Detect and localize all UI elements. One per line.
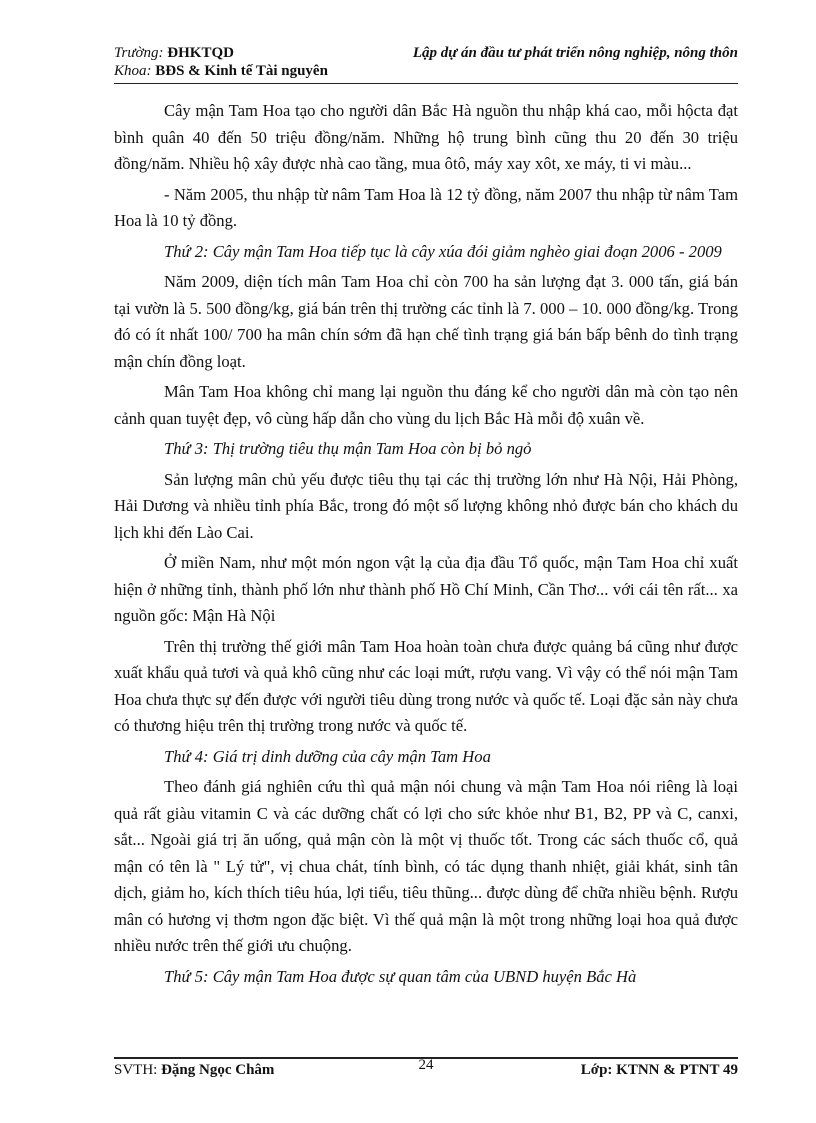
- section-heading: Thứ 5: Cây mận Tam Hoa được sự quan tâm của UBND huyện Bắc Hà: [164, 966, 637, 986]
- faculty-label: Khoa:: [114, 63, 152, 79]
- header-divider: [114, 83, 738, 84]
- paragraph: Mân Tam Hoa không chỉ mang lại nguồn thu đáng kể cho người dân mà còn tạo nên cảnh quan tuyệt đẹp, vô cùng hấp dẫn cho vùng du lịch Bắc Hà mỗi độ xuân về.: [114, 382, 738, 428]
- section-heading: Thứ 4: Giá trị dinh dưỡng của cây mận Tam Hoa: [164, 746, 491, 766]
- paragraph: Năm 2009, diện tích mân Tam Hoa chỉ còn 700 ha sản lượng đạt 3. 000 tấn, giá bán tại vườn là 5. 500 đồng/kg, giá bán trên thị trường các tỉnh là 7. 000 – 10. 000 đồng/kg. Trong đó có ít nhất 100/ 700 ha mân chín sớm đã hạn chế tình trạng giá bán bấp bênh do tình trạng mận chín đồng loạt.: [114, 272, 738, 371]
- project-title: Lập dự án đầu tư phát triển nông nghiệp, nông thôn: [412, 45, 738, 61]
- page-number: 24: [418, 1057, 434, 1073]
- paragraph: Trên thị trường thế giới mân Tam Hoa hoàn toàn chưa được quảng bá cũng như được xuất khẩu quả tươi và quả khô cũng như các loại mứt, rượu vang. Vì vậy có thể nói mận Tam Hoa chưa thực sự đến được với người tiêu dùng trong nước và quốc tế. Loại đặc sản này chưa có thương hiệu trên thị trường trong nước và quốc tế.: [114, 636, 738, 735]
- student-label: SVTH:: [114, 1062, 158, 1078]
- student-name: Đặng Ngọc Châm: [161, 1062, 275, 1078]
- class-label: Lớp: KTNN & PTNT 49: [580, 1062, 738, 1078]
- school-label: Trường:: [114, 45, 164, 61]
- section-heading: Thứ 2: Cây mận Tam Hoa tiếp tục là cây xúa đói giảm nghèo giai đoạn 2006 - 2009: [164, 241, 722, 261]
- faculty-line: [114, 62, 328, 80]
- school-name: ĐHKTQD: [167, 45, 234, 61]
- faculty-name: BĐS & Kinh tế Tài nguyên: [155, 63, 328, 79]
- page-body: [114, 98, 738, 994]
- paragraph: - Năm 2005, thu nhập từ nâm Tam Hoa là 12 tỷ đồng, năm 2007 thu nhập từ nâm Tam Hoa là 10 tỷ đồng.: [114, 184, 738, 230]
- school-line: [114, 44, 234, 62]
- paragraph: Sản lượng mân chủ yếu được tiêu thụ tại các thị trường lớn như Hà Nội, Hải Phòng, Hải Dương và nhiều tỉnh phía Bắc, trong đó một số lượng không nhỏ được bán cho khách du lịch khi đến Lào Cai.: [114, 469, 738, 542]
- paragraph: Cây mận Tam Hoa tạo cho người dân Bắc Hà nguồn thu nhập khá cao, mỗi hộcta đạt bình quân 40 đến 50 triệu đồng/năm. Những hộ trung bình cũng thu 20 đến 30 triệu đồng/năm. Nhiều hộ xây được nhà cao tầng, mua ôtô, máy xay xôt, xe máy, ti vi màu...: [114, 101, 738, 173]
- paragraph: Theo đánh giá nghiên cứu thì quả mận nói chung và mận Tam Hoa nói riêng là loại quả rất giàu vitamin C và các dưỡng chất có lợi cho sức khỏe như B1, B2, PP và C, canxi, sắt... Ngoài giá trị ăn uống, quả mận còn là một vị thuốc tốt. Trong các sách thuốc cổ, quả mận có tên là " Lý tử", vị chua chát, tính bình, có tác dụng thanh nhiệt, giải khát, sinh tân dịch, giảm ho, kích thích tiêu húa, lợi tiểu, tiêu thũng... được dùng để chữa nhiều bệnh. Rượu mân có hương vị thơm ngon đặc biệt. Vì thế quả mận là một trong những loại hoa quả được nhiều nước trên thế giới ưu chuộng.: [114, 777, 738, 955]
- paragraph: Ở miền Nam, như một món ngon vật lạ của địa đầu Tổ quốc, mận Tam Hoa chỉ xuất hiện ở những tỉnh, thành phố lớn như thành phố Hồ Chí Minh, Cần Thơ... với cái tên rất... xa nguồn gốc: Mận Hà Nội: [114, 553, 738, 625]
- section-heading: Thứ 3: Thị trường tiêu thụ mận Tam Hoa còn bị bỏ ngỏ: [164, 439, 532, 458]
- page-header: [114, 44, 738, 84]
- page-footer: [114, 1057, 738, 1080]
